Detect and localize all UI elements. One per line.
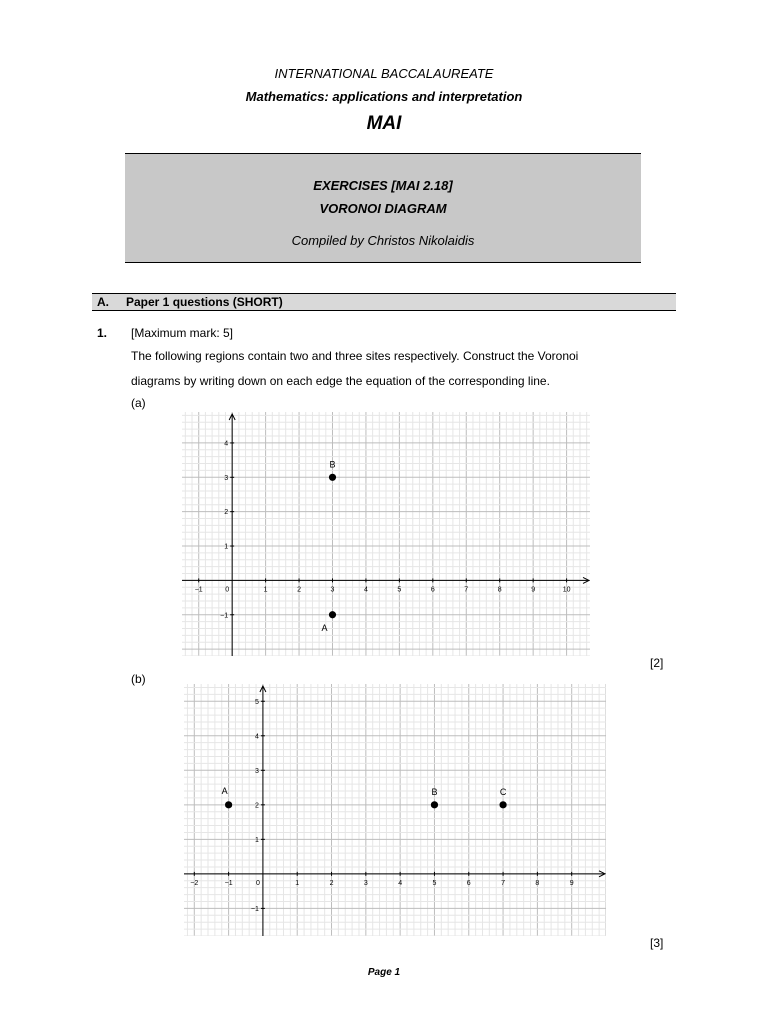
x-tick-label: 3 (363, 879, 368, 887)
y-tick-label: 1 (255, 836, 259, 844)
chart-part-b (184, 684, 606, 936)
site-label-a: A (221, 785, 228, 796)
part-a-marks: [2] (650, 656, 664, 670)
site-label-b: B (431, 786, 438, 797)
section-letter: A. (97, 295, 109, 309)
x-tick-label: 6 (466, 879, 471, 887)
y-tick-label: 1 (224, 543, 229, 551)
y-tick-label: 3 (255, 767, 259, 775)
x-tick-label: −1 (224, 879, 233, 887)
x-tick-label: 5 (397, 586, 402, 594)
site-point-c (499, 801, 506, 808)
question-text-line2: diagrams by writing down on each edge the equation of the corresponding line. (131, 374, 550, 388)
y-tick-label: 5 (255, 698, 259, 706)
x-tick-label: −1 (194, 586, 203, 594)
exercise-topic: VORONOI DIAGRAM (319, 201, 447, 216)
chart-part-a (182, 412, 590, 656)
x-tick-label: 1 (263, 586, 268, 594)
exercise-title: EXERCISES [MAI 2.18] (313, 178, 453, 193)
y-tick-label: 3 (224, 474, 229, 482)
x-tick-label: 5 (432, 879, 437, 887)
y-tick-label: 4 (255, 733, 259, 741)
site-point-b (431, 801, 438, 808)
part-a-label: (a) (131, 396, 146, 410)
school-name: INTERNATIONAL BACCALAUREATE (274, 66, 494, 81)
page-number: Page 1 (367, 967, 401, 978)
y-tick-label: −1 (220, 612, 229, 620)
x-tick-label: 2 (297, 586, 302, 594)
x-tick-label: 8 (535, 879, 540, 887)
part-b-marks: [3] (650, 936, 664, 950)
site-label-c: C (499, 786, 507, 797)
x-tick-label: 8 (497, 586, 502, 594)
x-tick-label: 3 (330, 586, 335, 594)
origin-label: 0 (225, 586, 230, 594)
y-tick-label: 2 (255, 802, 259, 810)
x-tick-label: 6 (430, 586, 435, 594)
site-label-a: A (321, 622, 328, 633)
site-point-b (329, 474, 336, 481)
x-tick-label: 1 (295, 879, 300, 887)
x-tick-label: 9 (569, 879, 574, 887)
x-tick-label: 4 (363, 586, 368, 594)
x-tick-label: 7 (501, 879, 506, 887)
title-box (125, 153, 641, 263)
subject-name: Mathematics: applications and interpretation (245, 89, 523, 104)
site-point-a (225, 801, 232, 808)
author-credit: Compiled by Christos Nikolaidis (291, 233, 475, 248)
x-tick-label: −2 (190, 879, 199, 887)
x-tick-label: 4 (398, 879, 403, 887)
site-point-a (329, 611, 336, 618)
part-b-label: (b) (131, 672, 146, 686)
question-max-mark: [Maximum mark: 5] (131, 326, 234, 340)
x-tick-label: 2 (329, 879, 334, 887)
question-number: 1. (97, 326, 108, 340)
x-tick-label: 7 (464, 586, 469, 594)
section-header (92, 293, 676, 311)
site-label-b: B (329, 459, 336, 470)
question-text-line1: The following regions contain two and three sites respectively. Construct the Voronoi (131, 349, 579, 363)
origin-label: 0 (256, 879, 260, 887)
x-tick-label: 9 (531, 586, 536, 594)
y-tick-label: 4 (224, 440, 229, 448)
y-tick-label: −1 (250, 905, 259, 913)
y-tick-label: 2 (224, 509, 229, 517)
course-code: MAI (366, 113, 402, 134)
x-tick-label: 10 (562, 586, 571, 594)
section-title: Paper 1 questions (SHORT) (126, 295, 283, 309)
